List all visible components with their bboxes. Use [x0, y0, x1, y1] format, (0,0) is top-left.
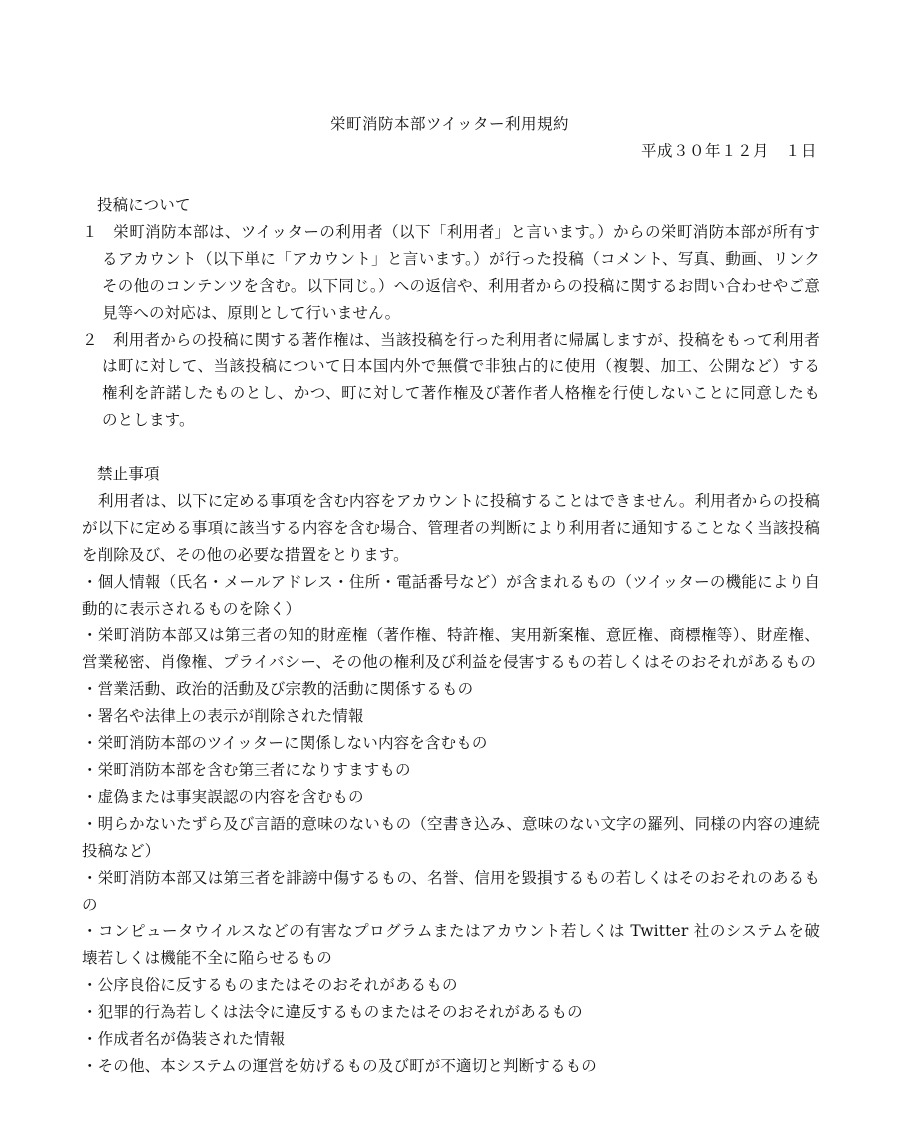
document-date: 平成３０年１２月 １日 — [640, 142, 817, 160]
prohibited-item: ・コンピュータウイルスなどの有害なプログラムまたはアカウント若しくは Twitter 社のシステムを破壊若しくは機能不全に陥らせるもの — [82, 922, 820, 968]
document-title: 栄町消防本部ツイッター利用規約 — [330, 115, 569, 133]
prohibited-item: ・犯罪的行為若しくは法令に違反するものまたはそのおそれがあるもの — [82, 1003, 583, 1022]
prohibited-item: ・虚偽または事実誤認の内容を含むもの — [82, 787, 364, 806]
document-body — [82, 192, 820, 1080]
prohibited-item: ・作成者名が偽装された情報 — [82, 1030, 286, 1049]
posting-item-number: １ — [82, 222, 98, 241]
prohibited-heading: 禁止事項 — [97, 465, 160, 484]
posting-item-number: ２ — [82, 330, 98, 349]
prohibited-item: ・栄町消防本部又は第三者を誹謗中傷するもの、名誉、信用を毀損するもの若しくはそのおそれのあるもの — [82, 868, 820, 914]
prohibited-item: ・明らかないたずら及び言語的意味のないもの（空書き込み、意味のない文字の羅列、同様の内容の連続投稿など） — [82, 814, 820, 860]
prohibited-intro: 利用者は、以下に定める事項を含む内容をアカウントに投稿することはできません。利用者からの投稿が以下に定める事項に該当する内容を含む場合、管理者の判断により利用者に通知することなく当該投稿を削除及び、その他の必要な措置をとります。 — [82, 491, 820, 564]
prohibited-list — [82, 569, 820, 1080]
posting-item-text: 栄町消防本部は、ツイッターの利用者（以下「利用者」と言います。）からの栄町消防本部が所有するアカウント（以下単に「アカウント」と言います。）が行った投稿（コメント、写真、動画、リンクその他のコンテンツを含む。以下同じ。）への返信や、利用者からの投稿に関するお問い合わせやご意見等への対応は、原則として行いません。 — [102, 222, 820, 322]
prohibited-item: ・栄町消防本部のツイッターに関係しない内容を含むもの — [82, 734, 488, 753]
prohibited-item: ・その他、本システムの運営を妨げるもの及び町が不適切と判断するもの — [82, 1056, 597, 1075]
prohibited-item: ・営業活動、政治的活動及び宗教的活動に関係するもの — [82, 680, 474, 699]
posting-item — [82, 327, 820, 435]
prohibited-item: ・公序良俗に反するものまたはそのおそれがあるもの — [82, 976, 458, 995]
posting-heading: 投稿について — [97, 196, 191, 214]
prohibited-item: ・栄町消防本部を含む第三者になりすますもの — [82, 761, 411, 780]
section-spacer — [82, 434, 820, 461]
prohibited-item: ・栄町消防本部又は第三者の知的財産権（著作権、特許権、実用新案権、意匠権、商標権等）、財産権、営業秘密、肖像権、プライバシー、その他の権利及び利益を侵害するもの若しくはそのおそれがあるもの — [82, 626, 820, 672]
prohibited-section — [82, 461, 820, 1080]
posting-item-text: 利用者からの投稿に関する著作権は、当該投稿を行った利用者に帰属しますが、投稿をもって利用者は町に対して、当該投稿について日本国内外で無償で非独占的に使用（複製、加工、公開など）する権利を許諾したものとし、かつ、町に対して著作権及び著作者人格権を行使しないことに同意したものとします。 — [102, 330, 820, 430]
prohibited-item: ・署名や法律上の表示が削除された情報 — [82, 707, 364, 726]
prohibited-item: ・個人情報（氏名・メールアドレス・住所・電話番号など）が含まれるもの（ツイッターの機能により自動的に表示されるものを除く） — [82, 572, 820, 618]
posting-item — [82, 219, 820, 327]
posting-section — [82, 192, 820, 434]
